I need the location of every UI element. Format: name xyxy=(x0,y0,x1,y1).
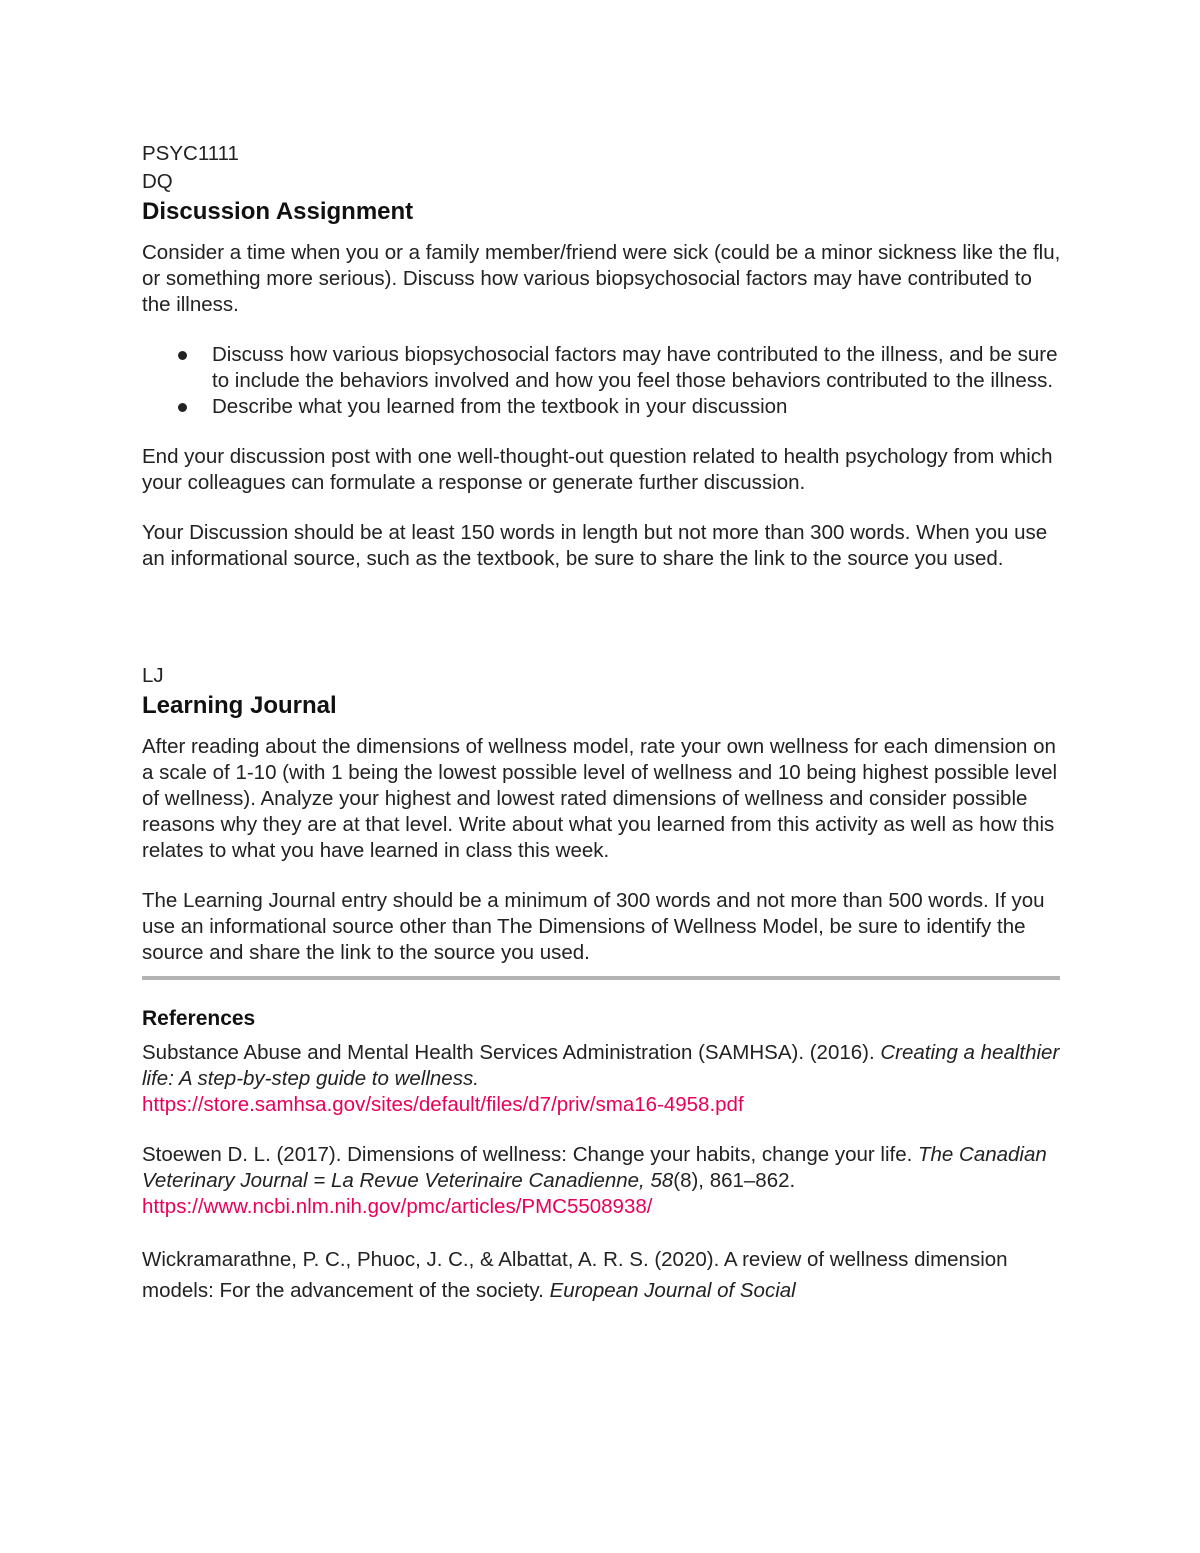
reference-link[interactable]: https://www.ncbi.nlm.nih.gov/pmc/articles/PMC5508938/ xyxy=(142,1195,653,1218)
document-page xyxy=(142,140,1062,1330)
journal-length: The Learning Journal entry should be a minimum of 300 words and not more than 500 words. If you use an informational source other than The Dimensions of Wellness Model, be sure to identify the source and share the link to the source you used. xyxy=(142,889,1045,964)
discussion-section-code: DQ xyxy=(142,170,173,193)
reference-item xyxy=(142,1244,1062,1306)
references-title: References xyxy=(142,1007,256,1030)
reference-authors: Substance Abuse and Mental Health Services Administration (SAMHSA). (2016). xyxy=(142,1041,881,1064)
reference-link[interactable]: https://store.samhsa.gov/sites/default/files/d7/priv/sma16-4958.pdf xyxy=(142,1093,744,1116)
reference-journal: The Canadian Veterinary Journal = La Revue Veterinaire Canadienne, 58 xyxy=(142,1143,1047,1192)
discussion-bullet-text: Discuss how various biopsychosocial factors may have contributed to the illness, and be sure to include the behaviors involved and how you feel those behaviors contributed to the illness. xyxy=(212,343,1058,392)
discussion-bullet-item xyxy=(212,394,1062,420)
reference-item xyxy=(142,1040,1062,1118)
discussion-bullet-item xyxy=(212,342,1062,394)
reference-item xyxy=(142,1142,1062,1220)
discussion-intro: Consider a time when you or a family member/friend were sick (could be a minor sickness like the flu, or something more serious). Discuss how various biopsychosocial factors may have contributed to the illness. xyxy=(142,241,1061,316)
discussion-bullet-text: Describe what you learned from the textbook in your discussion xyxy=(212,395,788,418)
discussion-ending: End your discussion post with one well-thought-out question related to health psychology from which your colleagues can formulate a response or generate further discussion. xyxy=(142,445,1053,494)
reference-authors: Wickramarathne, P. C., Phuoc, J. C., & Albattat, A. R. S. (2020). A review of wellness dimension models: For the advancement of the society. xyxy=(142,1248,1008,1302)
journal-title: Learning Journal xyxy=(142,692,337,719)
discussion-bullet-list xyxy=(142,342,1062,420)
reference-title: Creating a healthier life: A step-by-step guide to wellness. xyxy=(142,1041,1060,1090)
reference-journal: European Journal of Social xyxy=(549,1279,796,1302)
course-code: PSYC1111 xyxy=(142,142,239,165)
discussion-length: Your Discussion should be at least 150 words in length but not more than 300 words. When you use an informational source, such as the textbook, be sure to share the link to the source you used. xyxy=(142,521,1048,570)
horizontal-divider xyxy=(142,976,1060,980)
bullet-icon xyxy=(178,351,187,360)
section-spacer xyxy=(142,596,1062,662)
journal-section-code: LJ xyxy=(142,664,164,687)
bullet-icon xyxy=(178,403,187,412)
discussion-title: Discussion Assignment xyxy=(142,198,414,225)
reference-authors: Stoewen D. L. (2017). Dimensions of wellness: Change your habits, change your life. xyxy=(142,1143,918,1166)
journal-body: After reading about the dimensions of wellness model, rate your own wellness for each dimension on a scale of 1-10 (with 1 being the lowest possible level of wellness and 10 being highest possible level of wellness). Analyze your highest and lowest rated dimensions of wellness and consider possible reasons why they are at that level. Write about what you learned from this activity as well as how this relates to what you have learned in class this week. xyxy=(142,735,1058,862)
reference-details: (8), 861–862. xyxy=(673,1169,796,1192)
